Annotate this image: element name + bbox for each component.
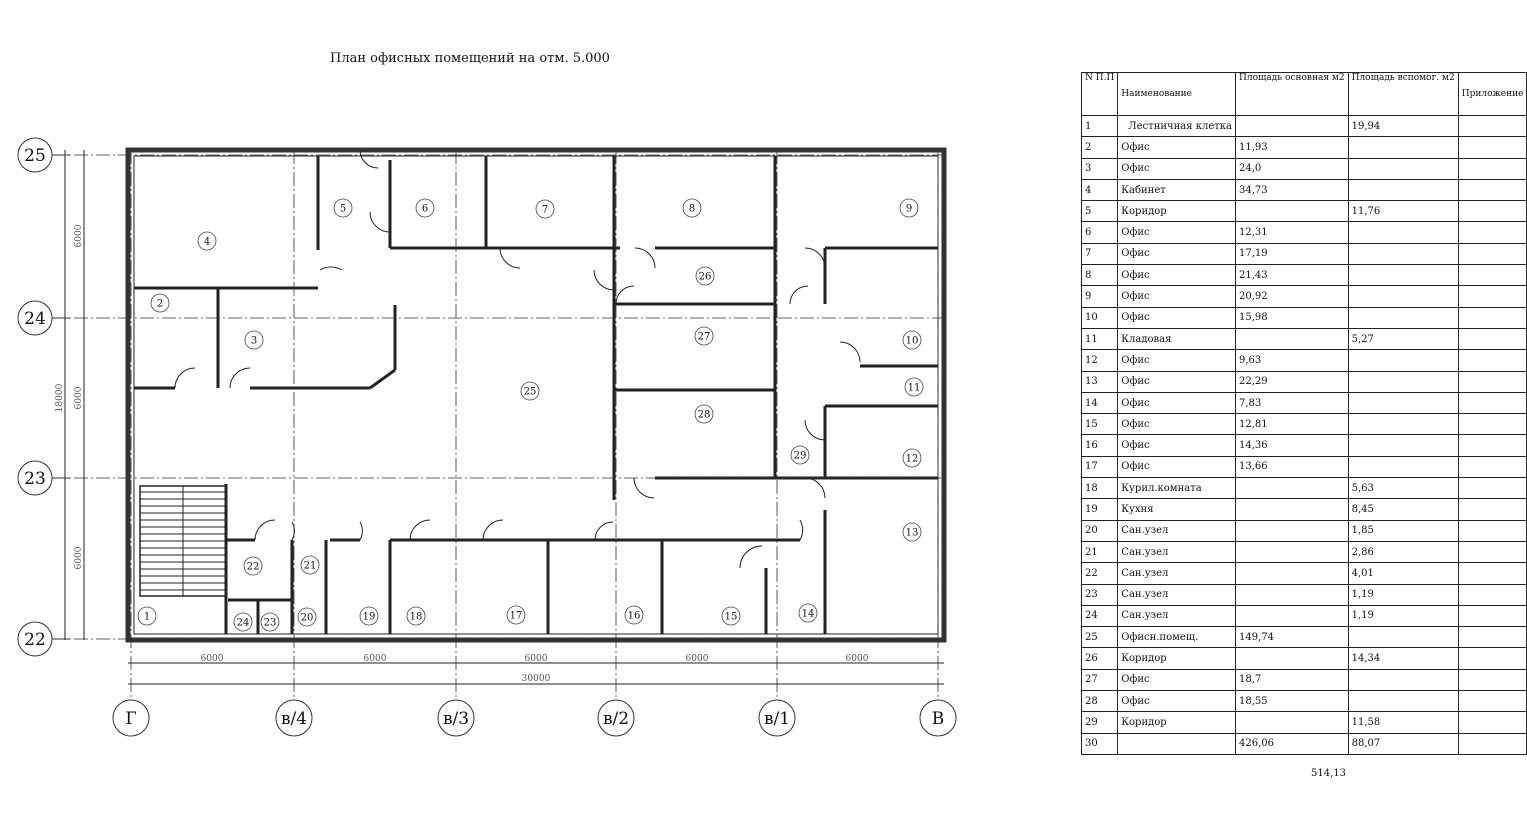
grid-bubble-col-в/3 (438, 700, 474, 736)
room-markers (138, 199, 923, 631)
dim-vertical-label: 6000 (74, 224, 84, 248)
schedule-row (1082, 584, 1527, 605)
row-aux-area (1348, 669, 1458, 690)
svg-text:в/4: в/4 (280, 709, 308, 729)
row-number: 9 (1082, 286, 1118, 307)
room-marker-10 (903, 331, 921, 349)
row-note (1458, 414, 1527, 435)
grand-total: 514,13 (1311, 768, 1346, 779)
room-marker-11 (905, 378, 923, 396)
svg-text:28: 28 (697, 409, 711, 421)
schedule-row (1082, 414, 1527, 435)
row-aux-area: 5,27 (1348, 328, 1458, 349)
row-main-area: 24,0 (1236, 158, 1349, 179)
header-number: N П.П (1082, 73, 1118, 116)
room-marker-18 (407, 607, 425, 625)
row-aux-area: 1,19 (1348, 605, 1458, 626)
row-note (1458, 286, 1527, 307)
schedule-row (1082, 478, 1527, 499)
header-aux-area: Площадь вспомог. м2 (1348, 73, 1458, 116)
svg-text:12: 12 (905, 453, 919, 465)
svg-text:18: 18 (409, 611, 423, 623)
row-number: 24 (1082, 605, 1118, 626)
row-name: Офис (1118, 371, 1236, 392)
row-note (1458, 563, 1527, 584)
row-number: 16 (1082, 435, 1118, 456)
header-name: Наименование (1118, 73, 1236, 116)
room-marker-29 (791, 446, 809, 464)
row-main-area: 12,81 (1236, 414, 1349, 435)
svg-text:7: 7 (541, 204, 549, 216)
row-number: 29 (1082, 712, 1118, 733)
row-note (1458, 456, 1527, 477)
grid-bubble-col-Г (113, 700, 149, 736)
row-number: 4 (1082, 179, 1118, 200)
svg-text:5: 5 (339, 203, 347, 215)
row-main-area: 14,36 (1236, 435, 1349, 456)
row-note (1458, 712, 1527, 733)
svg-text:27: 27 (697, 331, 711, 343)
schedule-row (1082, 243, 1527, 264)
row-main-area (1236, 541, 1349, 562)
room-marker-2 (151, 294, 169, 312)
grid-bubble-row-23 (18, 461, 70, 495)
row-main-area (1236, 499, 1349, 520)
row-main-area (1236, 520, 1349, 541)
schedule-body (1082, 116, 1527, 755)
row-number: 15 (1082, 414, 1118, 435)
dim-vertical-label: 6000 (74, 546, 84, 570)
svg-text:24: 24 (236, 617, 250, 629)
svg-text:14: 14 (801, 608, 815, 620)
schedule-row (1082, 392, 1527, 413)
grid-bubble-row-25 (18, 138, 70, 172)
room-marker-8 (683, 199, 701, 217)
row-note (1458, 116, 1527, 137)
grid-bubble-row-22 (18, 622, 70, 656)
room-marker-14 (799, 604, 817, 622)
schedule-row (1082, 563, 1527, 584)
room-marker-23 (261, 613, 279, 631)
row-note (1458, 371, 1527, 392)
svg-text:26: 26 (698, 271, 712, 283)
row-number: 18 (1082, 478, 1118, 499)
row-main-area (1236, 605, 1349, 626)
schedule-row (1082, 691, 1527, 712)
room-marker-6 (416, 199, 434, 217)
row-name: Кладовая (1118, 328, 1236, 349)
svg-text:17: 17 (509, 610, 523, 622)
svg-text:20: 20 (300, 612, 314, 624)
row-aux-area (1348, 414, 1458, 435)
svg-text:29: 29 (793, 450, 807, 462)
grid-bubble-col-в/2 (598, 700, 634, 736)
schedule-row (1082, 201, 1527, 222)
row-aux-area: 8,45 (1348, 499, 1458, 520)
row-aux-area: 1,19 (1348, 584, 1458, 605)
schedule-row (1082, 265, 1527, 286)
row-number: 12 (1082, 350, 1118, 371)
room-marker-26 (696, 267, 714, 285)
row-number: 2 (1082, 137, 1118, 158)
row-aux-area: 19,94 (1348, 116, 1458, 137)
room-marker-28 (695, 405, 713, 423)
svg-text:9: 9 (905, 203, 913, 215)
schedule-row (1082, 137, 1527, 158)
row-number: 20 (1082, 520, 1118, 541)
svg-text:10: 10 (905, 335, 919, 347)
svg-text:16: 16 (627, 610, 641, 622)
row-main-area: 34,73 (1236, 179, 1349, 200)
svg-text:19: 19 (362, 611, 376, 623)
room-marker-19 (360, 607, 378, 625)
row-note (1458, 158, 1527, 179)
row-name: Сан.узел (1118, 584, 1236, 605)
svg-text:8: 8 (688, 203, 696, 215)
row-aux-area (1348, 158, 1458, 179)
room-marker-3 (245, 331, 263, 349)
row-note (1458, 243, 1527, 264)
room-marker-25 (521, 382, 539, 400)
svg-text:в/2: в/2 (602, 709, 630, 729)
row-main-area (1236, 648, 1349, 669)
row-number: 1 (1082, 116, 1118, 137)
svg-text:15: 15 (724, 611, 738, 623)
row-main-area: 426,06 (1236, 733, 1349, 754)
svg-text:Г: Г (125, 709, 137, 729)
dim-vertical-label: 6000 (74, 386, 84, 410)
dim-horizontal-label: 6000 (685, 654, 709, 664)
row-main-area: 149,74 (1236, 627, 1349, 648)
row-number: 8 (1082, 265, 1118, 286)
room-marker-13 (903, 523, 921, 541)
row-note (1458, 350, 1527, 371)
grid-bubble-col-В (920, 700, 956, 736)
room-marker-15 (722, 607, 740, 625)
row-note (1458, 691, 1527, 712)
row-note (1458, 541, 1527, 562)
row-name: Лестничная клетка (1118, 116, 1236, 137)
row-name: Коридор (1118, 712, 1236, 733)
room-marker-27 (695, 327, 713, 345)
svg-text:1: 1 (143, 611, 151, 623)
row-note (1458, 627, 1527, 648)
row-main-area: 13,66 (1236, 456, 1349, 477)
row-note (1458, 328, 1527, 349)
row-main-area: 17,19 (1236, 243, 1349, 264)
row-name: Коридор (1118, 201, 1236, 222)
svg-text:22: 22 (246, 561, 260, 573)
svg-text:6: 6 (421, 203, 429, 215)
grid-bubble-col-в/4 (276, 700, 312, 736)
row-aux-area: 5,63 (1348, 478, 1458, 499)
row-name: Офис (1118, 265, 1236, 286)
row-number: 11 (1082, 328, 1118, 349)
row-number: 17 (1082, 456, 1118, 477)
row-number: 14 (1082, 392, 1118, 413)
row-note (1458, 265, 1527, 286)
row-aux-area (1348, 350, 1458, 371)
row-main-area (1236, 584, 1349, 605)
schedule-row (1082, 350, 1527, 371)
row-name: Кабинет (1118, 179, 1236, 200)
row-number: 19 (1082, 499, 1118, 520)
row-number: 28 (1082, 691, 1118, 712)
row-aux-area (1348, 222, 1458, 243)
room-marker-4 (198, 232, 216, 250)
schedule-row (1082, 286, 1527, 307)
row-name: Офис (1118, 456, 1236, 477)
svg-text:23: 23 (24, 469, 46, 489)
row-name: Коридор (1118, 648, 1236, 669)
row-number: 25 (1082, 627, 1118, 648)
schedule-row (1082, 456, 1527, 477)
plan-linework (65, 150, 944, 684)
row-aux-area: 11,76 (1348, 201, 1458, 222)
room-marker-17 (507, 606, 525, 624)
row-aux-area: 2,86 (1348, 541, 1458, 562)
row-name: Офис (1118, 286, 1236, 307)
room-marker-9 (900, 199, 918, 217)
svg-text:В: В (931, 709, 945, 729)
dim-horizontal-label: 6000 (363, 654, 387, 664)
row-number: 10 (1082, 307, 1118, 328)
row-main-area (1236, 712, 1349, 733)
schedule-row (1082, 328, 1527, 349)
row-aux-area (1348, 137, 1458, 158)
row-number: 21 (1082, 541, 1118, 562)
row-note (1458, 669, 1527, 690)
row-aux-area (1348, 691, 1458, 712)
row-aux-area: 4,01 (1348, 563, 1458, 584)
dim-vertical-overall: 18000 (55, 383, 65, 413)
row-main-area: 20,92 (1236, 286, 1349, 307)
row-main-area: 9,63 (1236, 350, 1349, 371)
row-aux-area (1348, 435, 1458, 456)
dim-horizontal-overall: 30000 (521, 674, 551, 684)
svg-text:22: 22 (24, 630, 46, 650)
schedule-row (1082, 712, 1527, 733)
row-aux-area: 14,34 (1348, 648, 1458, 669)
row-number: 6 (1082, 222, 1118, 243)
row-number: 3 (1082, 158, 1118, 179)
schedule-row (1082, 435, 1527, 456)
svg-text:21: 21 (303, 560, 317, 572)
row-name: Офис (1118, 392, 1236, 413)
row-aux-area: 88,07 (1348, 733, 1458, 754)
schedule-row (1082, 733, 1527, 754)
row-number: 5 (1082, 201, 1118, 222)
row-aux-area: 1,85 (1348, 520, 1458, 541)
row-name: Сан.узел (1118, 541, 1236, 562)
row-main-area: 15,98 (1236, 307, 1349, 328)
schedule-row (1082, 648, 1527, 669)
svg-text:25: 25 (523, 386, 537, 398)
row-aux-area: 11,58 (1348, 712, 1458, 733)
row-note (1458, 584, 1527, 605)
row-aux-area (1348, 286, 1458, 307)
row-number: 27 (1082, 669, 1118, 690)
schedule-row (1082, 307, 1527, 328)
row-main-area: 12,31 (1236, 222, 1349, 243)
row-name: Офис (1118, 435, 1236, 456)
row-aux-area (1348, 307, 1458, 328)
schedule-row (1082, 627, 1527, 648)
dim-horizontal-label: 6000 (200, 654, 224, 664)
row-aux-area (1348, 627, 1458, 648)
svg-text:3: 3 (250, 335, 258, 347)
plan-title: План офисных помещений на отм. 5.000 (330, 51, 610, 66)
room-marker-16 (625, 606, 643, 624)
svg-text:в/3: в/3 (442, 709, 470, 729)
schedule-row (1082, 116, 1527, 137)
schedule-row (1082, 371, 1527, 392)
row-name: Офисн.помещ. (1118, 627, 1236, 648)
row-note (1458, 733, 1527, 754)
row-name: Офис (1118, 414, 1236, 435)
room-marker-24 (234, 613, 252, 631)
row-name: Сан.узел (1118, 563, 1236, 584)
dim-horizontal-label: 6000 (524, 654, 548, 664)
row-note (1458, 499, 1527, 520)
row-aux-area (1348, 265, 1458, 286)
row-number: 22 (1082, 563, 1118, 584)
row-name: Офис (1118, 350, 1236, 371)
dimension-labels (55, 224, 869, 684)
schedule-row (1082, 222, 1527, 243)
svg-text:2: 2 (156, 298, 164, 310)
row-name: Офис (1118, 243, 1236, 264)
row-note (1458, 201, 1527, 222)
row-main-area (1236, 201, 1349, 222)
row-name: Офис (1118, 137, 1236, 158)
row-aux-area (1348, 392, 1458, 413)
schedule-row (1082, 541, 1527, 562)
row-main-area: 21,43 (1236, 265, 1349, 286)
row-name: Офис (1118, 158, 1236, 179)
row-name: Курил.комната (1118, 478, 1236, 499)
schedule-row (1082, 499, 1527, 520)
grid-bubble-row-24 (18, 301, 70, 335)
svg-text:23: 23 (263, 617, 277, 629)
row-name: Офис (1118, 307, 1236, 328)
room-marker-20 (298, 608, 316, 626)
row-note (1458, 520, 1527, 541)
row-number: 30 (1082, 733, 1118, 754)
row-main-area: 18,55 (1236, 691, 1349, 712)
row-name: Офис (1118, 222, 1236, 243)
row-main-area (1236, 563, 1349, 584)
schedule-row (1082, 520, 1527, 541)
svg-text:25: 25 (24, 146, 46, 166)
schedule-header-row (1082, 73, 1527, 116)
header-main-area: Площадь основная м2 (1236, 73, 1349, 116)
row-main-area: 7,83 (1236, 392, 1349, 413)
row-aux-area (1348, 243, 1458, 264)
row-note (1458, 478, 1527, 499)
svg-text:24: 24 (24, 309, 46, 329)
row-main-area (1236, 478, 1349, 499)
row-note (1458, 307, 1527, 328)
row-name (1118, 733, 1236, 754)
row-note (1458, 222, 1527, 243)
schedule-row (1082, 669, 1527, 690)
row-main-area (1236, 328, 1349, 349)
row-aux-area (1348, 371, 1458, 392)
svg-text:11: 11 (907, 382, 921, 394)
row-name: Сан.узел (1118, 605, 1236, 626)
svg-text:в/1: в/1 (763, 709, 791, 729)
header-note: Приложение (1458, 73, 1527, 116)
row-note (1458, 435, 1527, 456)
room-marker-12 (903, 449, 921, 467)
row-main-area: 22,29 (1236, 371, 1349, 392)
dim-horizontal-label: 6000 (845, 654, 869, 664)
row-note (1458, 392, 1527, 413)
row-note (1458, 179, 1527, 200)
row-main-area: 11,93 (1236, 137, 1349, 158)
row-main-area (1236, 116, 1349, 137)
row-number: 23 (1082, 584, 1118, 605)
row-name: Сан.узел (1118, 520, 1236, 541)
schedule-row (1082, 158, 1527, 179)
room-marker-21 (301, 556, 319, 574)
row-note (1458, 605, 1527, 626)
row-name: Офис (1118, 669, 1236, 690)
svg-text:13: 13 (905, 527, 919, 539)
room-marker-7 (536, 200, 554, 218)
grid-bubble-col-в/1 (759, 700, 795, 736)
room-marker-22 (244, 557, 262, 575)
svg-text:4: 4 (203, 236, 211, 248)
row-number: 13 (1082, 371, 1118, 392)
row-main-area: 18,7 (1236, 669, 1349, 690)
row-number: 26 (1082, 648, 1118, 669)
room-schedule-table (1081, 72, 1527, 755)
row-name: Кухня (1118, 499, 1236, 520)
row-note (1458, 137, 1527, 158)
room-marker-5 (334, 199, 352, 217)
row-number: 7 (1082, 243, 1118, 264)
room-marker-1 (138, 607, 156, 625)
schedule-row (1082, 605, 1527, 626)
row-aux-area (1348, 456, 1458, 477)
schedule-row (1082, 179, 1527, 200)
row-aux-area (1348, 179, 1458, 200)
row-note (1458, 648, 1527, 669)
row-name: Офис (1118, 691, 1236, 712)
